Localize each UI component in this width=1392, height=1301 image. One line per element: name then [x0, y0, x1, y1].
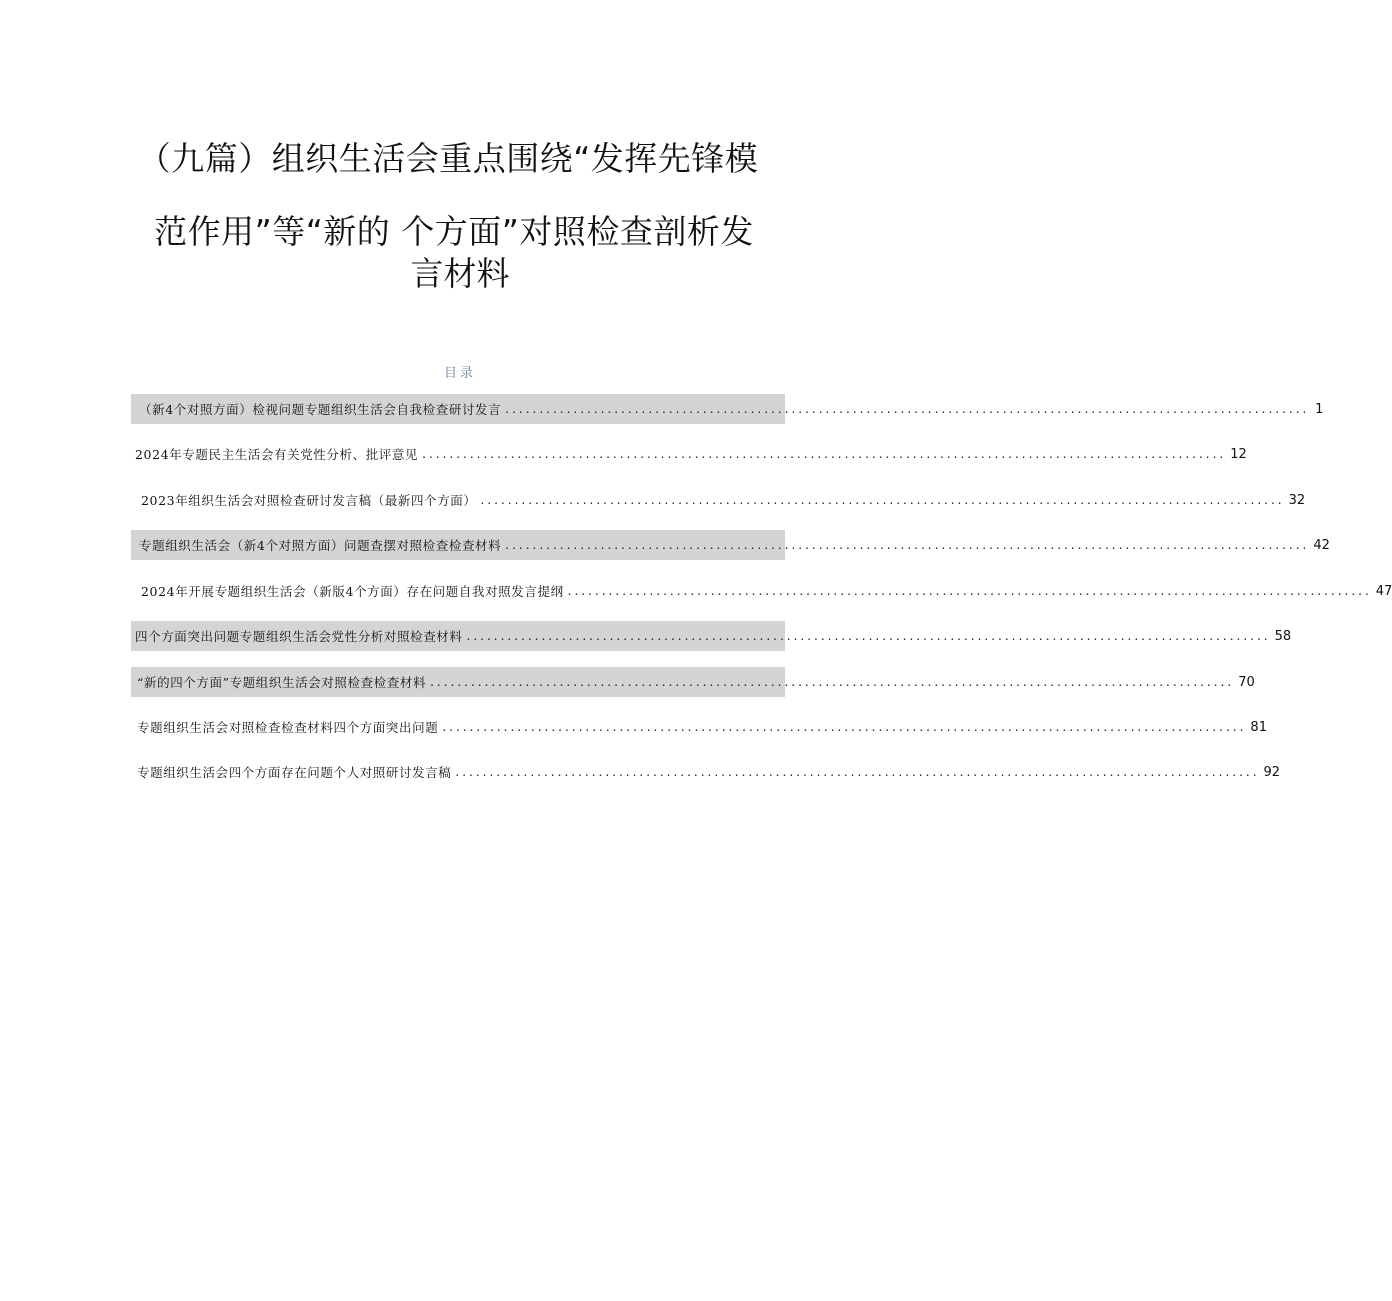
toc-entry-title: 专题组织生活会对照检查检查材料四个方面突出问题 [137, 720, 439, 735]
document-title-line-2: 范作用”等“新的 个方面”对照检查剖析发 [154, 212, 754, 251]
toc-leader-dots: ...................................................................................................................... [455, 765, 1260, 779]
document-title-line-3: 言材料 [410, 254, 510, 293]
toc-page-number: 1 [1315, 401, 1324, 417]
toc-entry[interactable] [131, 712, 1267, 742]
toc-page-number: 81 [1250, 719, 1267, 735]
toc-page-number: 47 [1375, 583, 1392, 599]
toc-entry-title: “新的四个方面”专题组织生活会对照检查检查材料 [137, 675, 427, 690]
toc-entry-title: 四个方面突出问题专题组织生活会党性分析对照检查材料 [135, 629, 463, 644]
toc-entry[interactable] [131, 394, 1324, 424]
toc-entry-title: 2024年专题民主生活会有关党性分析、批评意见 [135, 447, 419, 462]
toc-entry[interactable] [131, 621, 1292, 651]
toc-page-number: 58 [1274, 628, 1292, 644]
toc-heading: 目录 [443, 366, 476, 381]
toc-entry-title: 专题组织生活会（新4个对照方面）问题查摆对照检查检查材料 [139, 538, 502, 553]
toc-entry-title: （新4个对照方面）检视问题专题组织生活会自我检查研讨发言 [139, 402, 502, 417]
toc-page-number: 92 [1263, 764, 1281, 780]
toc-leader-dots: ...................................................................................................................... [505, 538, 1310, 552]
toc-leader-dots: ...................................................................................................................... [480, 493, 1285, 507]
toc-leader-dots: ...................................................................................................................... [430, 675, 1235, 689]
toc-page-number: 12 [1230, 446, 1247, 462]
toc-entry[interactable] [131, 485, 1306, 515]
toc-entry-title: 2024年开展专题组织生活会（新版4个方面）存在问题自我对照发言提纲 [141, 584, 564, 599]
toc-leader-dots: ...................................................................................................................... [422, 447, 1227, 461]
toc-entry[interactable] [131, 757, 1281, 787]
toc-entry[interactable] [131, 530, 1330, 560]
toc-entry-title: 专题组织生活会四个方面存在问题个人对照研讨发言稿 [137, 765, 452, 780]
toc-entry[interactable] [131, 576, 1392, 606]
toc-leader-dots: ...................................................................................................................... [567, 584, 1372, 598]
toc-page-number: 42 [1313, 537, 1330, 553]
toc-page-number: 70 [1238, 674, 1255, 690]
toc-entry[interactable] [131, 667, 1255, 697]
toc-leader-dots: ...................................................................................................................... [466, 629, 1271, 643]
document-title-line-1: （九篇）组织生活会重点围绕“发挥先锋模 [137, 139, 759, 178]
toc-page-number: 32 [1288, 492, 1306, 508]
toc-leader-dots: ...................................................................................................................... [442, 720, 1247, 734]
toc-leader-dots: ...................................................................................................................... [505, 402, 1310, 416]
toc-entry-title: 2023年组织生活会对照检查研讨发言稿（最新四个方面） [141, 493, 477, 508]
toc-entry[interactable] [131, 439, 1247, 469]
